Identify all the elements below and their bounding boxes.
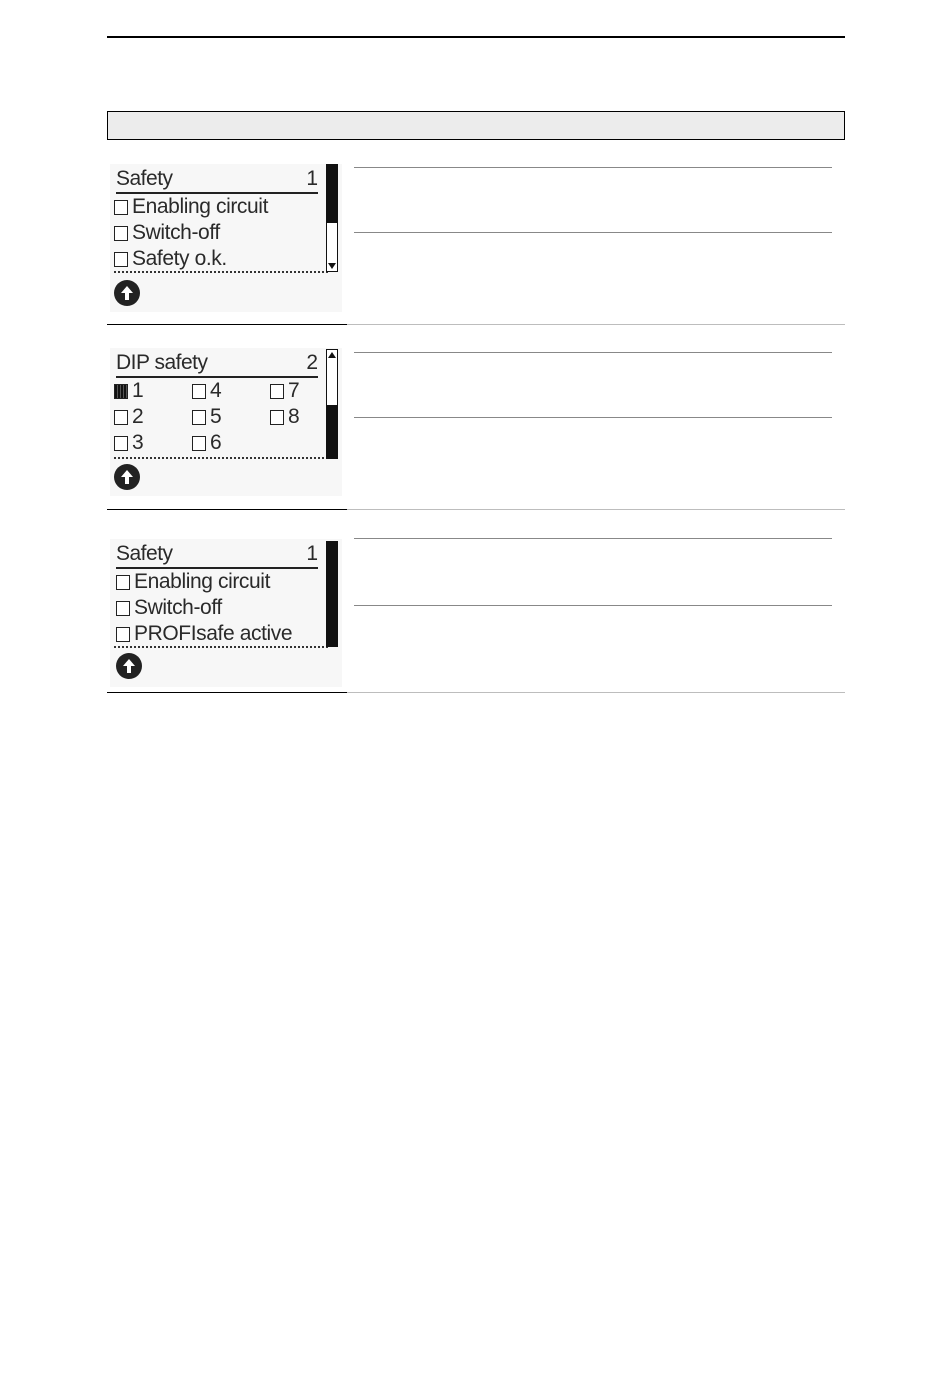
- checkbox-icon: [270, 410, 284, 425]
- screen-title: Safety: [116, 542, 173, 565]
- checkbox-item-switch-off[interactable]: [116, 596, 222, 620]
- scrollbar[interactable]: [326, 349, 338, 459]
- checkbox-icon: [192, 436, 206, 451]
- dip-switch-5[interactable]: [192, 405, 221, 429]
- description-line: [354, 538, 832, 539]
- arrow-up-circle-icon[interactable]: [116, 653, 142, 679]
- checkbox-icon: [116, 601, 130, 616]
- dip-switch-4[interactable]: [192, 379, 221, 403]
- checkbox-label: Switch-off: [132, 221, 220, 244]
- dip-switch-8[interactable]: [270, 405, 299, 429]
- checkbox-icon: [116, 627, 130, 642]
- lcd-screen-safety-profisafe: [110, 539, 342, 687]
- section-heading-bar: [107, 111, 845, 140]
- checkbox-item-switch-off[interactable]: [114, 221, 220, 245]
- checkbox-icon: [114, 252, 128, 267]
- dip-switch-label: 2: [132, 405, 144, 428]
- dip-switch-label: 3: [132, 431, 144, 454]
- checkbox-icon: [114, 226, 128, 241]
- checkbox-item-enabling-circuit[interactable]: [114, 195, 268, 219]
- screen-page-number: 1: [306, 167, 318, 190]
- row-separator-dark: [107, 509, 347, 510]
- dip-switch-3[interactable]: [114, 431, 143, 455]
- dip-switch-2[interactable]: [114, 405, 143, 429]
- screen-title: DIP safety: [116, 351, 208, 374]
- header-rule: [107, 36, 845, 38]
- checkbox-icon: [270, 384, 284, 399]
- scrollbar[interactable]: [326, 541, 338, 647]
- dip-switch-label: 6: [210, 431, 222, 454]
- lcd-screen-dip-safety: [110, 348, 342, 496]
- checkbox-item-enabling-circuit[interactable]: [116, 570, 270, 594]
- dip-switch-label: 5: [210, 405, 222, 428]
- row-separator-dark: [107, 692, 347, 693]
- dip-switch-label: 8: [288, 405, 300, 428]
- screen-title-bar: [116, 166, 318, 194]
- checkbox-icon: [114, 410, 128, 425]
- dip-switch-label: 7: [288, 379, 300, 402]
- scroll-down-icon[interactable]: [328, 263, 336, 269]
- checkbox-item-profisafe-active[interactable]: [116, 622, 292, 646]
- arrow-up-circle-icon[interactable]: [114, 464, 140, 490]
- checkbox-label: PROFIsafe active: [134, 622, 293, 645]
- description-line: [354, 417, 832, 418]
- checkbox-icon: [116, 575, 130, 590]
- screen-title-bar: [116, 541, 318, 569]
- list-divider: [114, 271, 328, 273]
- dip-switch-1[interactable]: [114, 379, 143, 403]
- screen-title-bar: [116, 350, 318, 378]
- checkbox-icon: [114, 200, 128, 215]
- checkbox-checked-icon: [114, 384, 128, 399]
- checkbox-icon: [114, 436, 128, 451]
- checkbox-icon: [192, 410, 206, 425]
- scrollbar[interactable]: [326, 164, 338, 272]
- scrollbar-thumb[interactable]: [327, 165, 337, 223]
- list-divider: [114, 646, 328, 648]
- screen-title: Safety: [116, 167, 173, 190]
- dip-switch-label: 4: [210, 379, 222, 402]
- scrollbar-thumb[interactable]: [327, 542, 337, 646]
- checkbox-item-safety-ok[interactable]: [114, 247, 227, 271]
- dip-switch-7[interactable]: [270, 379, 299, 403]
- screen-page-number: 1: [306, 542, 318, 565]
- screen-page-number: 2: [306, 351, 318, 374]
- scrollbar-thumb[interactable]: [327, 405, 337, 458]
- checkbox-label: Safety o.k.: [132, 247, 227, 270]
- dip-switch-6[interactable]: [192, 431, 221, 455]
- checkbox-icon: [192, 384, 206, 399]
- scroll-up-icon[interactable]: [328, 352, 336, 358]
- description-line: [354, 232, 832, 233]
- dip-switch-label: 1: [132, 379, 144, 402]
- row-separator-dark: [107, 324, 347, 325]
- description-line: [354, 167, 832, 168]
- checkbox-label: Switch-off: [134, 596, 222, 619]
- lcd-screen-safety: [110, 164, 342, 312]
- checkbox-label: Enabling circuit: [132, 195, 269, 218]
- list-divider: [114, 457, 328, 459]
- checkbox-label: Enabling circuit: [134, 570, 271, 593]
- arrow-up-circle-icon[interactable]: [114, 280, 140, 306]
- description-line: [354, 605, 832, 606]
- description-line: [354, 352, 832, 353]
